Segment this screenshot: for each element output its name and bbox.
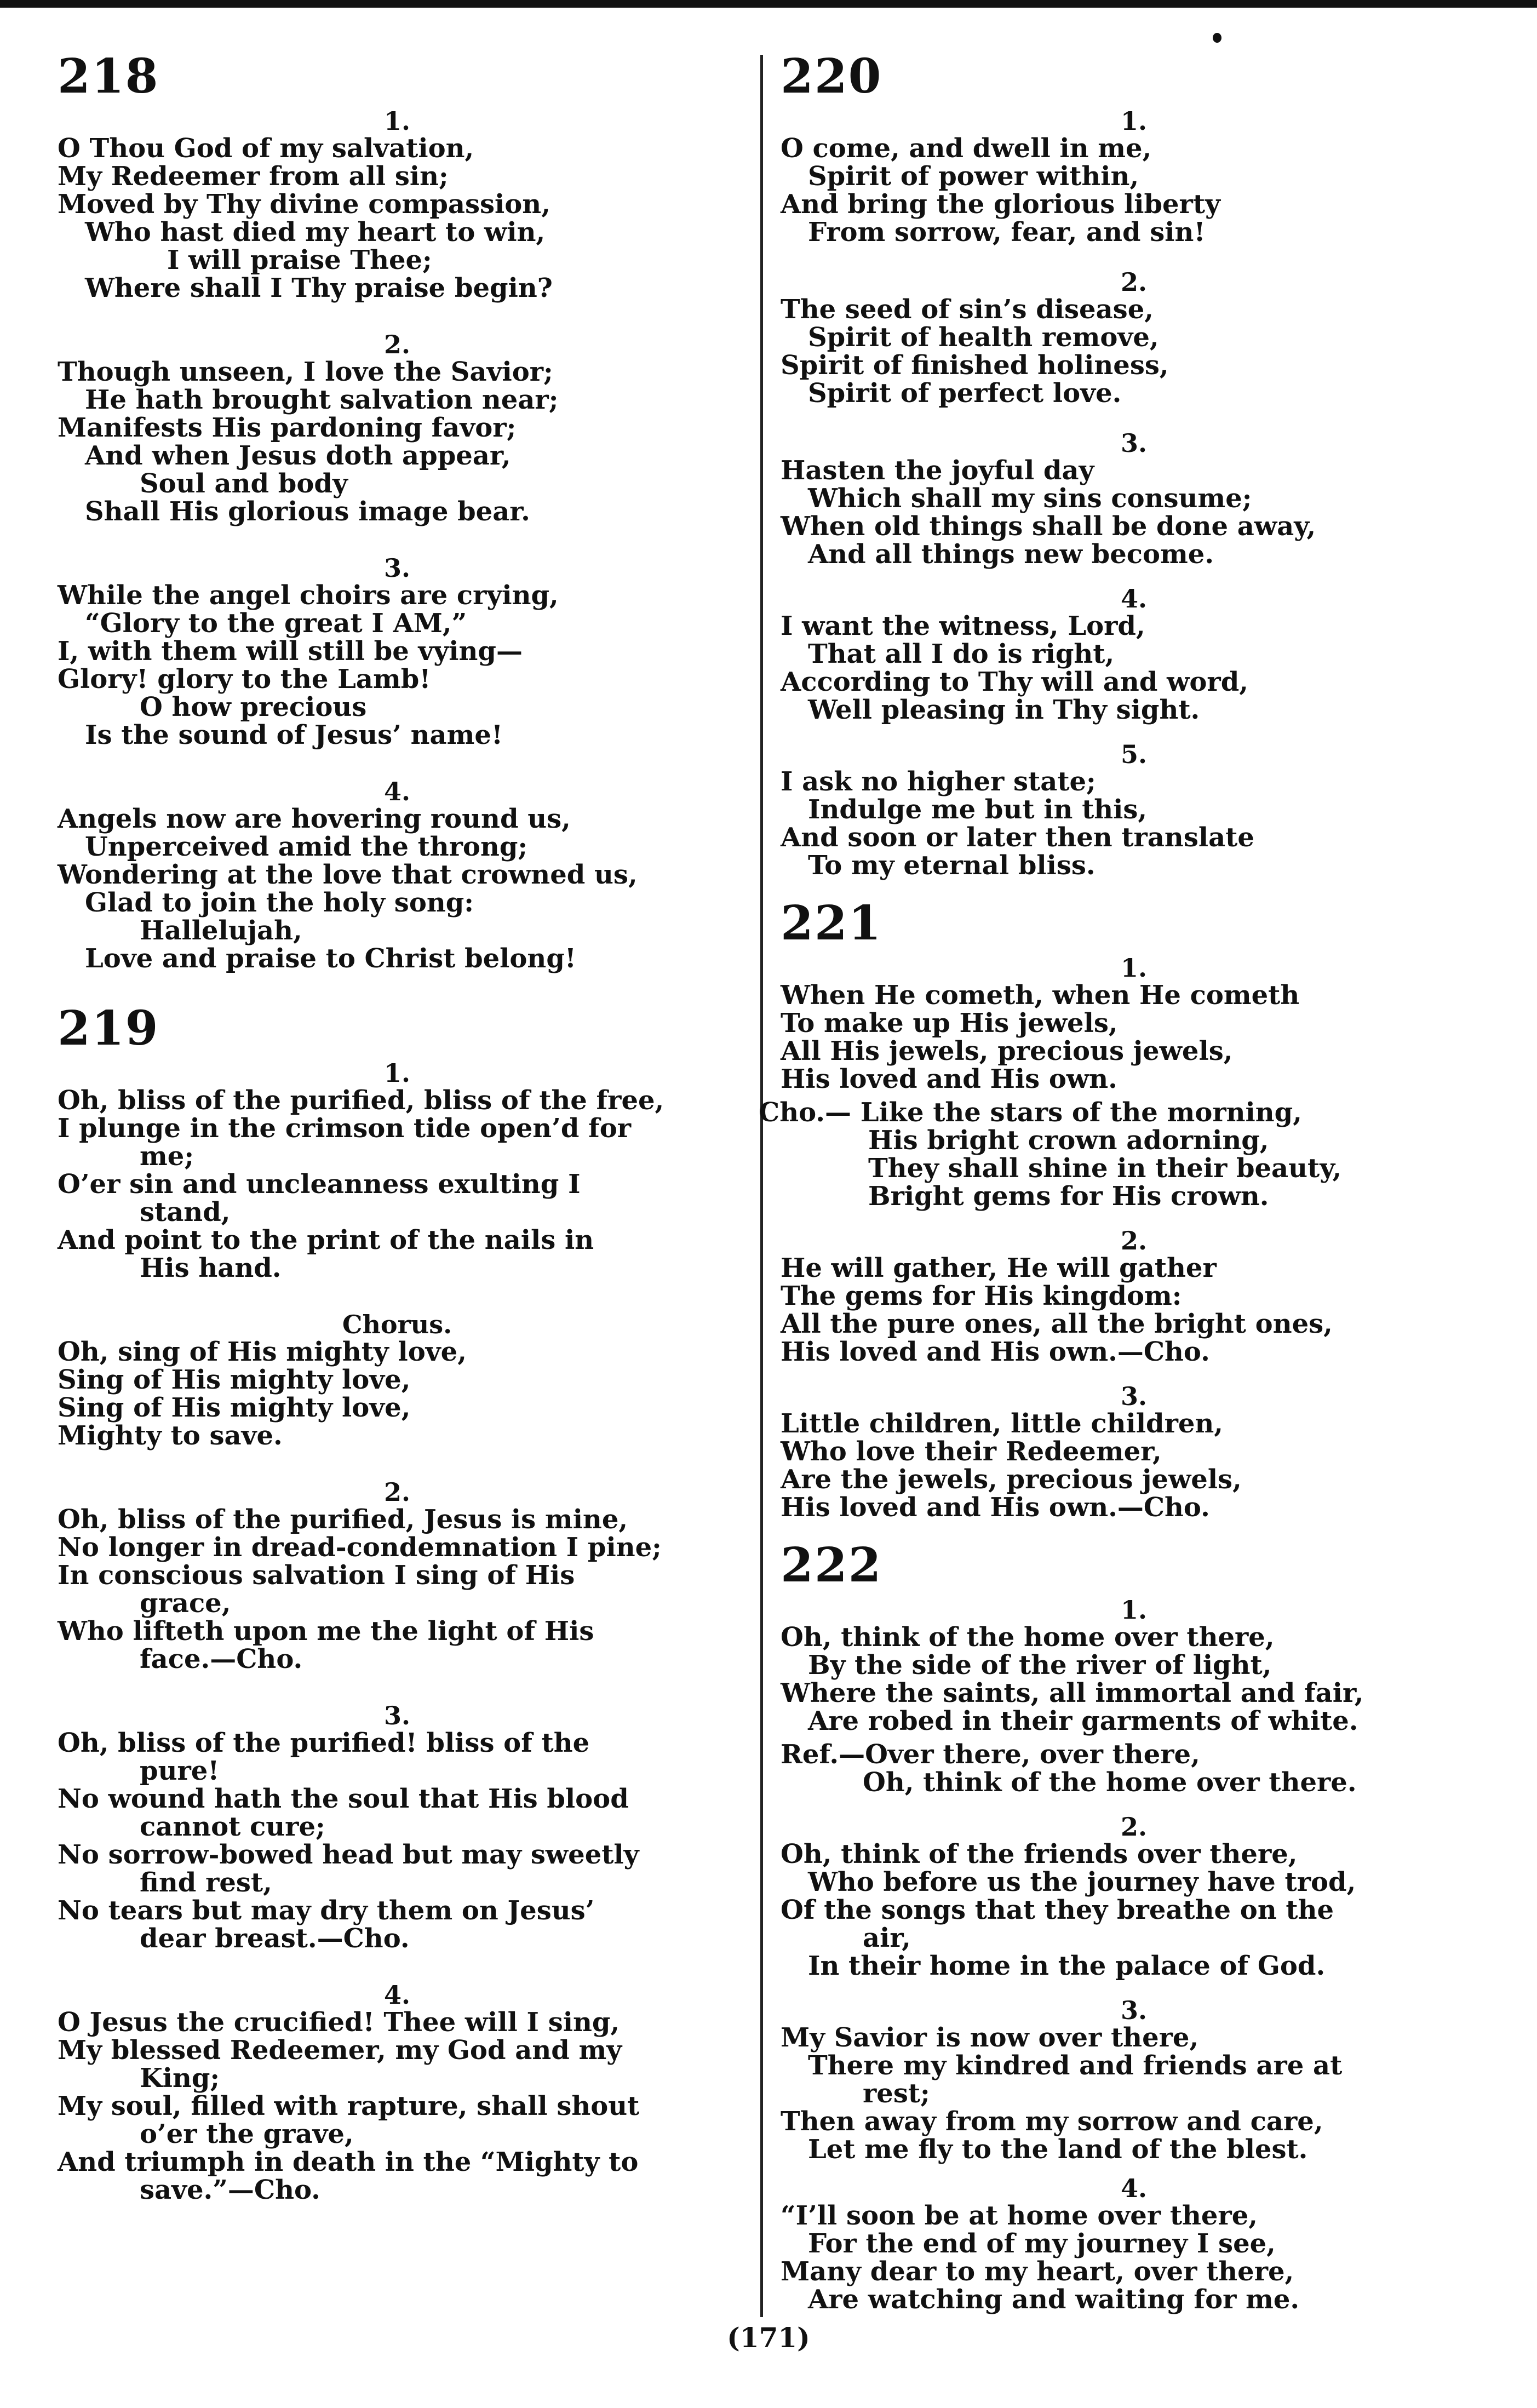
verse-line: When He cometh, when He cometh xyxy=(781,980,1300,1011)
verse-line: To make up His jewels, xyxy=(781,1008,1118,1039)
hymn-218 xyxy=(58,49,737,973)
verse-line: Spirit of power within, xyxy=(808,161,1139,192)
verse-line: O’er sin and uncleanness exulting I xyxy=(58,1169,581,1200)
stanza-number: 3. xyxy=(383,1701,411,1730)
verse-line: Angels now are hovering round us, xyxy=(58,804,571,834)
stanza-3 xyxy=(58,1702,737,1953)
verse-line: My Redeemer from all sin; xyxy=(58,161,449,192)
verse-line: Sing of His mighty love, xyxy=(58,1364,411,1395)
verse-line: Then away from my sorrow and care, xyxy=(781,2106,1323,2137)
verse-line: Spirit of perfect love. xyxy=(808,378,1122,409)
stanza-number: 4. xyxy=(383,777,411,806)
hymn-number: 222 xyxy=(781,1538,882,1593)
refrain xyxy=(781,1741,1487,1797)
stanza-3 xyxy=(781,429,1487,569)
verse-line: Glory! glory to the Lamb! xyxy=(58,664,431,695)
verse-line: “Glory to the great I AM,” xyxy=(85,608,467,639)
verse-line: save.”—Cho. xyxy=(140,2175,320,2205)
right-column xyxy=(759,44,1487,2330)
stanza-number: 3. xyxy=(1120,1996,1148,2025)
verse-line: His loved and His own. xyxy=(781,1064,1117,1094)
hymn-number: 221 xyxy=(781,896,882,951)
verse-line: His loved and His own.—Cho. xyxy=(781,1492,1210,1523)
verse-line: Many dear to my heart, over there, xyxy=(781,2256,1294,2287)
verse-line: pure! xyxy=(140,1756,220,1786)
verse-line: Soul and body xyxy=(140,468,348,499)
verse-line: Oh, think of the friends over there, xyxy=(781,1839,1298,1870)
stanza-number: 1. xyxy=(1120,953,1148,983)
verse-line: No longer in dread-condemnation I pine; xyxy=(58,1532,662,1563)
chorus xyxy=(58,1311,737,1450)
verse-line: And bring the glorious liberty xyxy=(781,189,1220,220)
hymn-219 xyxy=(58,1001,737,2204)
verse-line: And point to the print of the nails in xyxy=(58,1225,594,1255)
verse-line: His hand. xyxy=(140,1253,282,1283)
verse-line: O how precious xyxy=(140,692,367,723)
verse-line: face.—Cho. xyxy=(140,1644,303,1675)
stanza-number: 1. xyxy=(383,106,411,136)
stanza-1 xyxy=(58,107,737,302)
verse-line: Though unseen, I love the Savior; xyxy=(58,357,553,387)
stanza-number: 5. xyxy=(1120,739,1148,769)
verse-line: O come, and dwell in me, xyxy=(781,133,1152,164)
top-rule xyxy=(0,0,1537,8)
verse-line: He hath brought salvation near; xyxy=(85,385,559,415)
verse-line: Which shall my sins consume; xyxy=(808,483,1252,514)
verse-line: Let me fly to the land of the blest. xyxy=(808,2134,1308,2165)
verse-line: cannot cure; xyxy=(140,1811,325,1842)
hymn-221 xyxy=(759,896,1487,1523)
verse-line: Are watching and waiting for me. xyxy=(808,2284,1300,2315)
verse-line: Love and praise to Christ belong! xyxy=(85,943,576,974)
verse-line: By the side of the river of light, xyxy=(808,1650,1272,1681)
verse-line: His bright crown adorning, xyxy=(868,1125,1269,1156)
verse-line: Who hast died my heart to win, xyxy=(85,217,546,248)
verse-line: They shall shine in their beauty, xyxy=(868,1153,1342,1184)
stanza-number: 1. xyxy=(1120,106,1148,136)
verse-line: From sorrow, fear, and sin! xyxy=(808,217,1206,248)
stanza-4 xyxy=(781,2175,1487,2314)
verse-line: Of the songs that they breathe on the xyxy=(781,1895,1334,1925)
verse-line: My soul, filled with rapture, shall shout xyxy=(58,2091,640,2122)
verse-line: Oh, bliss of the purified! bliss of the xyxy=(58,1728,590,1758)
verse-line: All the pure ones, all the bright ones, xyxy=(781,1309,1333,1339)
verse-line: I will praise Thee; xyxy=(167,245,432,276)
stanza-1 xyxy=(781,1596,1487,1735)
verse-line: He will gather, He will gather xyxy=(781,1253,1217,1283)
chorus-heading: Chorus. xyxy=(342,1310,452,1339)
verse-line: Are robed in their garments of white. xyxy=(808,1706,1358,1736)
verse-line: grace, xyxy=(140,1588,231,1619)
left-column xyxy=(58,44,737,2233)
verse-line: That all I do is right, xyxy=(808,639,1115,669)
verse-line: And when Jesus doth appear, xyxy=(85,440,511,471)
stanza-number: 1. xyxy=(1120,1595,1148,1625)
hymn-222 xyxy=(781,1538,1487,2314)
verse-line: Little children, little children, xyxy=(781,1408,1224,1439)
verse-line: dear breast.—Cho. xyxy=(140,1923,410,1954)
chorus xyxy=(759,1099,1487,1211)
verse-line: Oh, bliss of the purified, bliss of the free, xyxy=(58,1085,664,1116)
verse-line: According to Thy will and word, xyxy=(781,667,1248,697)
stanza-number: 4. xyxy=(383,1980,411,2010)
verse-line: King; xyxy=(140,2063,220,2094)
verse-line: I plunge in the crimson tide open’d for xyxy=(58,1113,632,1144)
stanza-number: 3. xyxy=(383,553,411,583)
verse-line: o’er the grave, xyxy=(140,2119,354,2149)
verse-line: Mighty to save. xyxy=(58,1420,283,1451)
stanza-3 xyxy=(58,554,737,749)
verse-line: When old things shall be done away, xyxy=(781,511,1316,542)
stanza-number: 4. xyxy=(1120,584,1148,614)
stanza-number: 2. xyxy=(1120,1226,1148,1255)
hymn-number: 219 xyxy=(58,1001,159,1056)
stanza-1 xyxy=(781,107,1487,246)
verse-line: I want the witness, Lord, xyxy=(781,611,1145,641)
verse-line: Who lifteth upon me the light of His xyxy=(58,1616,594,1647)
print-dot xyxy=(1213,33,1221,43)
verse-line: Are the jewels, precious jewels, xyxy=(781,1464,1242,1495)
verse-line: O Jesus the crucified! Thee will I sing, xyxy=(58,2007,620,2038)
verse-line: rest; xyxy=(863,2078,930,2109)
verse-line: No sorrow-bowed head but may sweetly xyxy=(58,1839,639,1870)
stanza-number: 2. xyxy=(383,330,411,359)
verse-line: Well pleasing in Thy sight. xyxy=(808,695,1200,725)
verse-line: me; xyxy=(140,1141,194,1172)
verse-line: Spirit of finished holiness, xyxy=(781,350,1169,381)
stanza-4 xyxy=(58,778,737,973)
page-number: (171) xyxy=(727,2321,810,2354)
verse-line: Oh, think of the home over there. xyxy=(863,1767,1357,1798)
verse-line: No wound hath the soul that His blood xyxy=(58,1784,629,1814)
verse-line: “I’ll soon be at home over there, xyxy=(781,2200,1258,2231)
verse-line: Where shall I Thy praise begin? xyxy=(85,273,553,303)
verse-line: Wondering at the love that crowned us, xyxy=(58,859,638,890)
verse-line: Manifests His pardoning favor; xyxy=(58,412,517,443)
stanza-number: 3. xyxy=(1120,1381,1148,1411)
stanza-number: 2. xyxy=(1120,1812,1148,1842)
verse-line: Sing of His mighty love, xyxy=(58,1392,411,1423)
verse-line: My Savior is now over there, xyxy=(781,2022,1199,2053)
verse-line: His loved and His own.—Cho. xyxy=(781,1337,1210,1367)
verse-line: Oh, bliss of the purified, Jesus is mine, xyxy=(58,1504,628,1535)
stanza-3 xyxy=(781,1383,1487,1522)
verse-line: Oh, sing of His mighty love, xyxy=(58,1337,467,1367)
refrain-lead-line: Ref.—Over there, over there, xyxy=(781,1739,1200,1770)
stanza-number: 2. xyxy=(383,1477,411,1507)
verse-line: Unperceived amid the throng; xyxy=(85,832,528,862)
verse-line: For the end of my journey I see, xyxy=(808,2228,1276,2259)
stanza-number: 2. xyxy=(1120,267,1148,297)
stanza-4 xyxy=(58,1981,737,2204)
verse-line: Bright gems for His crown. xyxy=(868,1181,1269,1212)
verse-line: All His jewels, precious jewels, xyxy=(781,1036,1233,1067)
stanza-2 xyxy=(781,268,1487,408)
verse-line: And soon or later then translate xyxy=(781,822,1254,853)
hymn-number: 220 xyxy=(781,49,882,104)
verse-line: The gems for His kingdom: xyxy=(781,1281,1182,1311)
verse-line: O Thou God of my salvation, xyxy=(58,133,474,164)
stanza-number: 3. xyxy=(1120,428,1148,458)
verse-line: The seed of sin’s disease, xyxy=(781,294,1154,325)
verse-line: Hallelujah, xyxy=(140,915,302,946)
stanza-2 xyxy=(781,1813,1487,1980)
verse-line: Oh, think of the home over there, xyxy=(781,1622,1275,1653)
chorus-lead-line: Cho.— Like the stars of the morning, xyxy=(759,1097,1302,1128)
verse-line: Shall His glorious image bear. xyxy=(85,496,530,527)
verse-line: Moved by Thy divine compassion, xyxy=(58,189,550,220)
hymn-220 xyxy=(781,49,1487,880)
stanza-2 xyxy=(781,1227,1487,1366)
verse-line: And all things new become. xyxy=(808,539,1214,570)
verse-line: stand, xyxy=(140,1197,231,1228)
verse-line: Who before us the journey have trod, xyxy=(808,1867,1356,1897)
stanza-1 xyxy=(781,954,1487,1093)
verse-line: In conscious salvation I sing of His xyxy=(58,1560,575,1591)
verse-line: No tears but may dry them on Jesus’ xyxy=(58,1895,595,1926)
verse-line: I, with them will still be vying— xyxy=(58,636,523,667)
verse-line: Where the saints, all immortal and fair, xyxy=(781,1678,1364,1708)
verse-line: Hasten the joyful day xyxy=(781,455,1094,486)
verse-line: Spirit of health remove, xyxy=(808,322,1159,353)
stanza-5 xyxy=(781,741,1487,880)
stanza-1 xyxy=(58,1059,737,1282)
verse-line: And triumph in death in the “Mighty to xyxy=(58,2147,639,2177)
hymn-number: 218 xyxy=(58,49,159,104)
stanza-4 xyxy=(781,585,1487,724)
verse-line: I ask no higher state; xyxy=(781,766,1096,797)
verse-line: My blessed Redeemer, my God and my xyxy=(58,2035,622,2066)
stanza-2 xyxy=(58,1478,737,1673)
verse-line: In their home in the palace of God. xyxy=(808,1951,1326,1981)
stanza-number: 4. xyxy=(1120,2174,1148,2203)
verse-line: To my eternal bliss. xyxy=(808,850,1096,881)
verse-line: Indulge me but in this, xyxy=(808,794,1148,825)
verse-line: Who love their Redeemer, xyxy=(781,1436,1162,1467)
verse-line: Is the sound of Jesus’ name! xyxy=(85,720,503,750)
verse-line: Glad to join the holy song: xyxy=(85,887,474,918)
stanza-3 xyxy=(781,1997,1487,2164)
verse-line: While the angel choirs are crying, xyxy=(58,580,559,611)
verse-line: There my kindred and friends are at xyxy=(808,2050,1343,2081)
verse-line: find rest, xyxy=(140,1867,272,1898)
verse-line: air, xyxy=(863,1923,911,1953)
stanza-number: 1. xyxy=(383,1058,411,1088)
stanza-2 xyxy=(58,331,737,526)
